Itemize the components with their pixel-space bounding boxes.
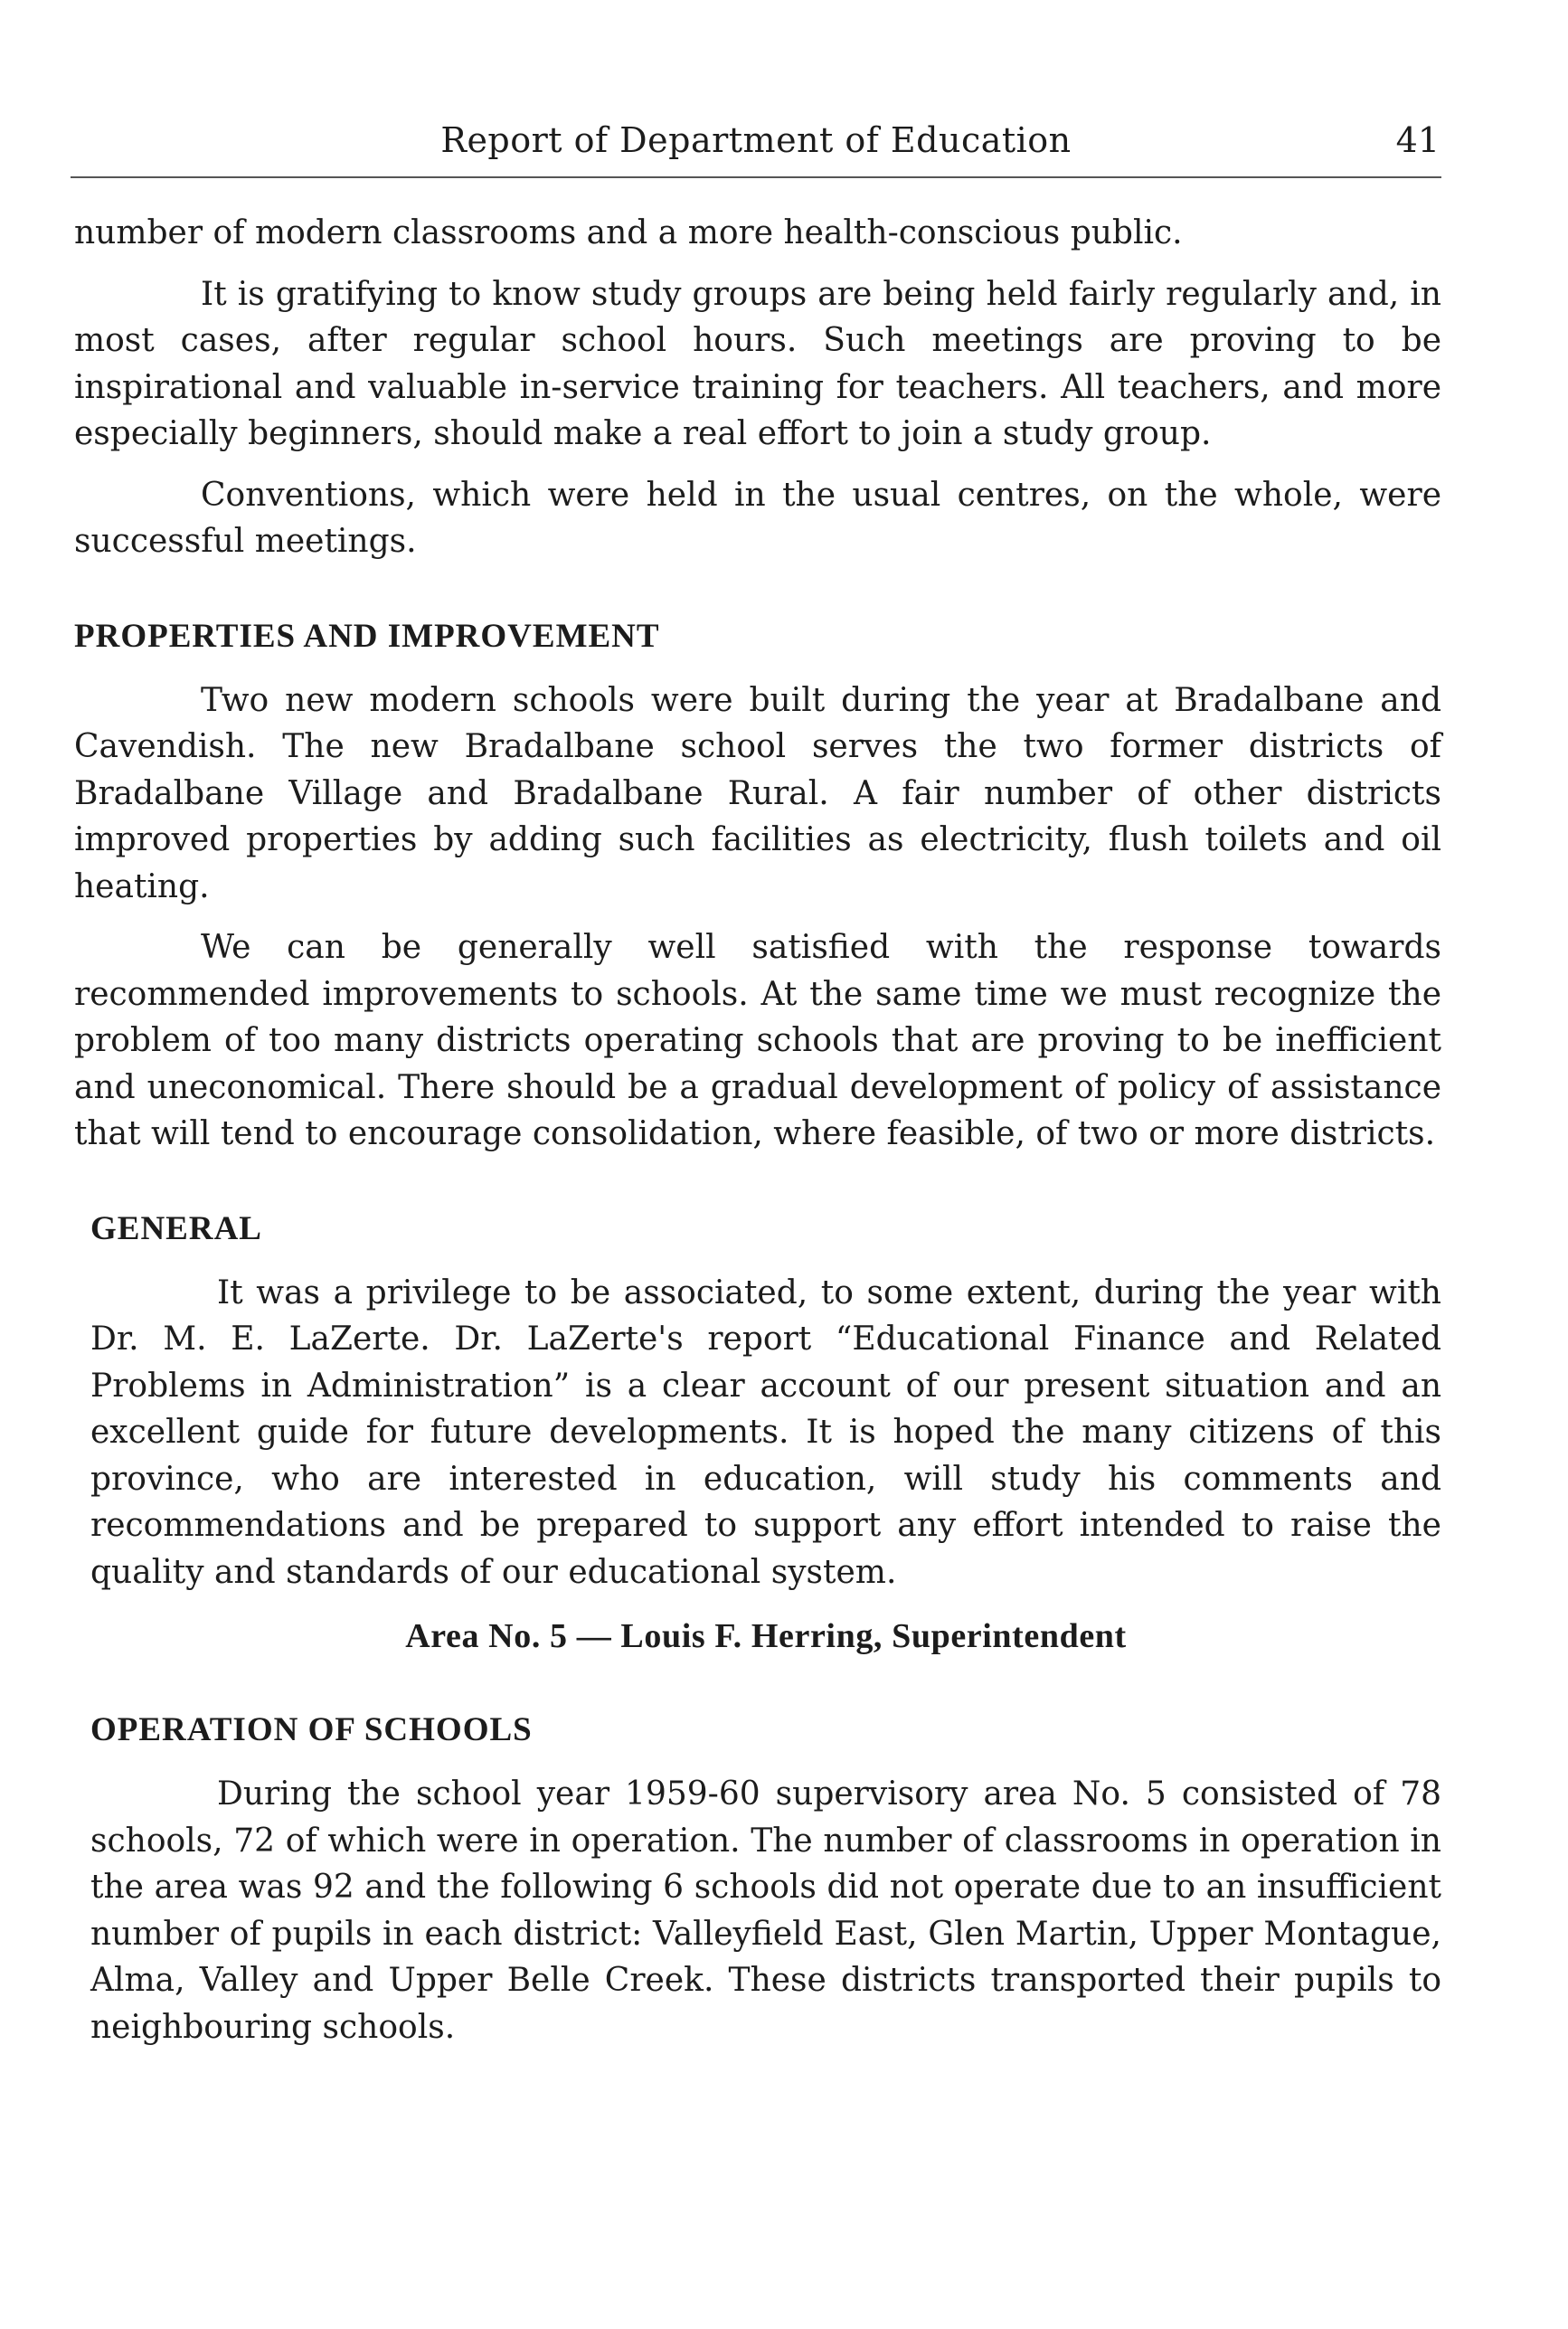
heading-general: GENERAL <box>90 1209 262 1247</box>
paragraph-new-schools: Two new modern schools were built during the year at Bradalbane and Cavendish. The new Bradalbane school serves the two former districts of Bradalbane Village and Bradalbane Rural. A fair number of other districts improved properties by adding such facilities as electricity, flush toilets and oil heating. <box>74 681 1441 905</box>
running-title: Report of Department of Education <box>440 120 1072 160</box>
paragraph-study-groups: It is gratifying to know study groups are being held fairly regularly and, in most cases, after regular school hours. Such meetings are proving to be inspirational and valuable in-service training for teachers. All teachers, and more especially beginners, should make a real effort to join a study group. <box>74 275 1441 452</box>
header-rule <box>71 176 1441 178</box>
page-number: 41 <box>1395 120 1440 160</box>
paragraph-continuation: number of modern classrooms and a more health-conscious public. <box>74 214 1183 251</box>
body-text <box>74 210 1441 2065</box>
heading-operation-of-schools: OPERATION OF SCHOOLS <box>90 1711 533 1748</box>
paragraph-improvements: We can be generally well satisfied with the response towards recommended improvements to schools. At the same time we must recognize the problem of too many districts operating schools that are proving to be inefficient and uneconomical. There should be a gradual development of policy of assistance that will tend to encourage consolidation, where feasible, of two or more districts. <box>74 929 1441 1152</box>
paragraph-conventions: Conventions, which were held in the usual centres, on the whole, were successful meetings. <box>74 476 1441 560</box>
shifted-block <box>74 1207 1441 2051</box>
heading-properties-and-improvement: PROPERTIES AND IMPROVEMENT <box>74 617 660 655</box>
paragraph-lazerte-report: It was a privilege to be associated, to some extent, during the year with Dr. M. E. LaZerte. Dr. LaZerte's report “Educational Finance and Related Problems in Administration” is a clear account of our present situation and an excellent guide for future developments. It is hoped the many citizens of this province, who are interested in education, will study his comments and recommendations and be prepared to support any effort intended to raise the quality and standards of our educational system. <box>90 1273 1441 1591</box>
area-byline: Area No. 5 — Louis F. Herring, Superintendent <box>405 1617 1127 1655</box>
running-header <box>72 118 1440 163</box>
paragraph-school-operation: During the school year 1959-60 supervisory area No. 5 consisted of 78 schools, 72 of which were in operation. The number of classrooms in operation in the area was 92 and the following 6 schools did not operate due to an insufficient number of pupils in each district: Valleyfield East, Glen Martin, Upper Montague, Alma, Valley and Upper Belle Creek. These districts transported their pupils to neighbouring schools. <box>90 1775 1441 2046</box>
